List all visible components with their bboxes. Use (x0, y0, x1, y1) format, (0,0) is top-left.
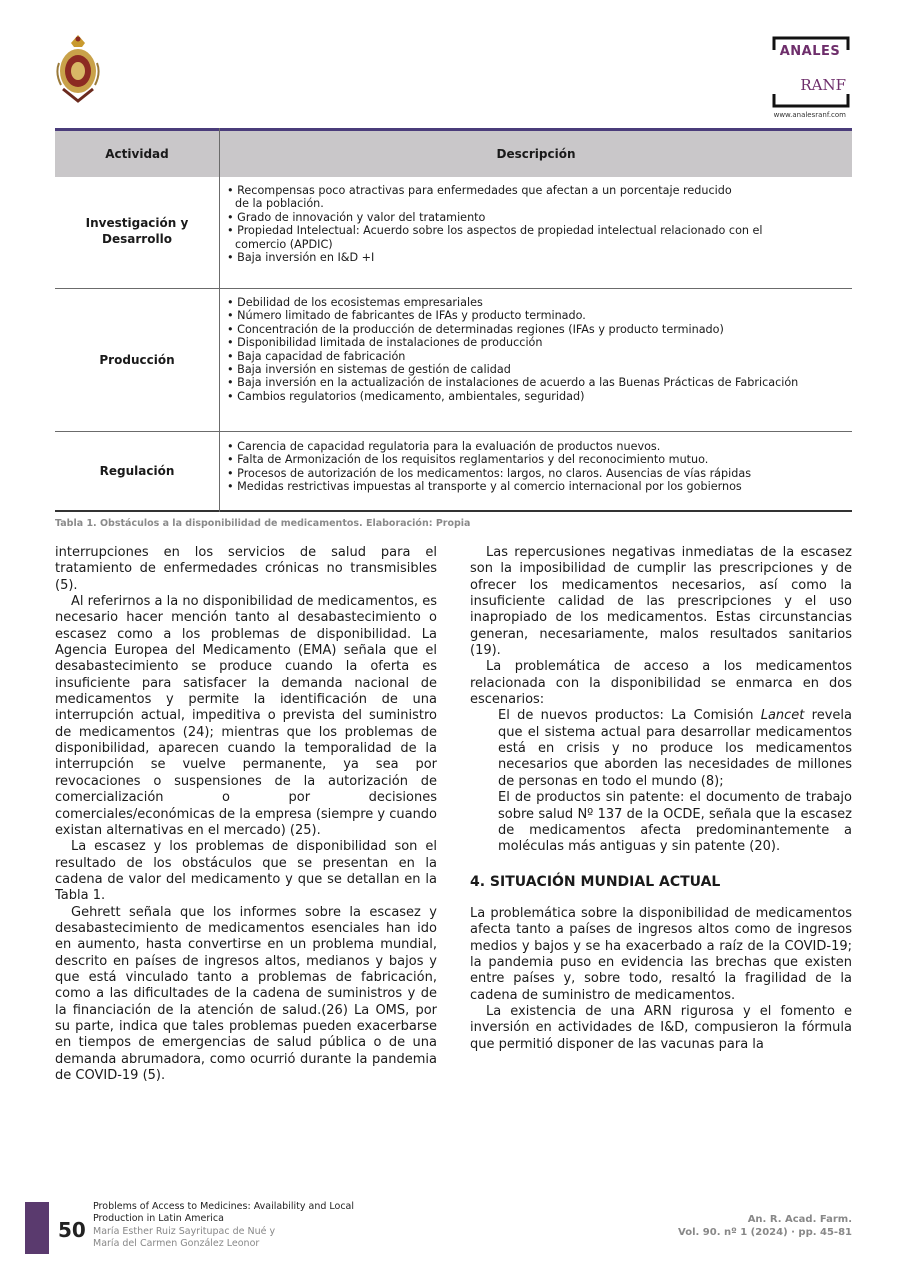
paragraph: Las repercusiones negativas inmediatas de la escasez son la imposibilidad de cumplir las prescripciones y de ofrecer los medicamentos necesarios, así como la insuficiente calidad de las prescripciones y el uso inapropiado de los medicamentos. Estas circunstancias generan, necesariamente, malos resultados sanitarios (19). (470, 545, 852, 659)
footer-authors (93, 1226, 275, 1250)
right-text-column (470, 545, 852, 1053)
journal-name-italic: Lancet (760, 708, 805, 724)
description-item: • Baja inversión en I&D +I (227, 251, 375, 265)
footer-author-line: María Esther Ruiz Sayritupac de Nué y (93, 1226, 276, 1237)
footer-volume: Vol. 90. nº 1 (2024) · pp. 45-81 (678, 1227, 852, 1238)
table-row (55, 432, 852, 512)
description-item: • Disponibilidad limitada de instalaciones de producción (227, 336, 543, 350)
description-item: • Concentración de la producción de determinadas regiones (IFAs y producto terminado) (227, 322, 724, 336)
description-item: • Procesos de autorización de los medicamentos: largos, no claros. Ausencias de vías rápidas (227, 466, 752, 480)
activity-cell (55, 352, 219, 368)
paragraph: Gehrett señala que los informes sobre la escasez y desabastecimiento de medicamentos esenciales han ido en aumento, hasta convertirse en un problema mundial, descrito en países de ingresos altos, medianos y bajos y que está vinculado tanto a problemas de fabricación, como a las dificultades de la cadena de suministros y de la financiación de la atención de salud.(26) La OMS, por su parte, indica que tales problemas pueden exacerbarse en tiempos de emergencias de salud pública o de una demanda abrumadora, como ocurrió durante la pandemia de COVID-19 (5). (55, 904, 437, 1083)
page-number: 50 (58, 1218, 86, 1242)
footer-article-title (93, 1201, 354, 1225)
scenario-new-products (470, 708, 852, 790)
table-row (55, 289, 852, 432)
scenario-text: El de nuevos productos: La Comisión (498, 708, 761, 724)
description-item: • Grado de innovación y valor del tratamiento (227, 210, 486, 224)
footer-author-line: María del Carmen González Leonor (93, 1238, 260, 1249)
footer-title-line: Production in Latin America (93, 1213, 224, 1224)
journal-logo (772, 36, 850, 122)
description-item: • Recompensas poco atractivas para enfermedades que afectan a un porcentaje reducido (227, 184, 732, 197)
academy-crest-icon (55, 33, 101, 105)
description-item: • Propiedad Intelectual: Acuerdo sobre los aspectos de propiedad intelectual relacionado con el (227, 224, 763, 238)
description-item: • Baja inversión en sistemas de gestión de calidad (227, 363, 511, 377)
table-header-row (55, 128, 852, 177)
header-description: Descripción (496, 147, 576, 161)
left-text-column (55, 545, 437, 1084)
description-item: • Número limitado de fabricantes de IFAs y producto terminado. (227, 309, 586, 323)
footer-journal-ref (600, 1213, 852, 1239)
logo-text-ranf: RANF (800, 76, 846, 94)
paragraph: interrupciones en los servicios de salud para el tratamiento de enfermedades crónicas no transmisibles (5). (55, 545, 437, 593)
description-item: • Cambios regulatorios (medicamento, ambientales, seguridad) (227, 389, 585, 403)
description-item: • Debilidad de los ecosistemas empresariales (227, 296, 483, 309)
activity-label: Producción (99, 353, 175, 367)
activity-label: Desarrollo (102, 232, 172, 246)
footer-accent-bar (25, 1202, 49, 1254)
activity-label: Regulación (99, 464, 175, 478)
description-item: • Baja inversión en la actualización de instalaciones de acuerdo a las Buenas Prácticas de Fabricación (227, 376, 799, 390)
footer-journal-name: An. R. Acad. Farm. (747, 1214, 852, 1225)
paragraph: La problemática sobre la disponibilidad de medicamentos afecta tanto a países de ingresos altos como de ingresos medios y bajos y se ha exacerbado a raíz de la COVID-19; la pandemia puso en evidencia las brechas que existen entre países y, sobre todo, resaltó la fragilidad de la cadena de suministro de medicamentos. (470, 905, 852, 1003)
paragraph: Al referirnos a la no disponibilidad de medicamentos, es necesario hacer mención tanto al desabastecimiento o escasez como a los problemas de disponibilidad. La Agencia Europea del Medicamento (EMA) señala que el desabastecimiento se produce cuando la oferta es insuficiente para satisfacer la demanda nacional de medicamentos y permite la identificación de una interrupción actual, impeditiva o prevista del suministro de medicamentos (24); mientras que los problemas de disponibilidad, aparecen cuando la temporalidad de la interrupción se vuelve permanente, ya sea por revocaciones o suspensiones de la autorización de comercialización o por decisiones comerciales/económicas de la empresa (siempre y cuando existan alternativas en el mercado) (25). (55, 594, 438, 838)
description-item: • Falta de Armonización de los requisitos reglamentarios y del reconocimiento mutuo. (227, 453, 709, 467)
description-item: • Medidas restrictivas impuestas al transporte y al comercio internacional por los gobiernos (227, 480, 742, 494)
description-item: • Carencia de capacidad regulatoria para la evaluación de productos nuevos. (227, 440, 661, 453)
scenario-text: revela que el sistema actual para desarrollar medicamentos está en crisis y no produce los medicamentos necesarios que aborden las necesidades de millones de personas en todo el mundo (8); (498, 708, 852, 789)
activity-cell (55, 215, 219, 247)
table-row (55, 177, 852, 289)
logo-text-anales: ANALES (779, 44, 841, 59)
description-cell (227, 296, 847, 403)
journal-url[interactable]: www.analesranf.com (773, 111, 846, 119)
header-activity: Actividad (105, 147, 169, 161)
paragraph: La existencia de una ARN rigurosa y el fomento e inversión en actividades de I&D, compusieron la fórmula que permitió disponer de las vacunas para la (470, 1003, 852, 1052)
description-cell (227, 440, 847, 494)
activity-cell (55, 463, 219, 479)
activity-label: Investigación y (85, 216, 189, 230)
footer-title-line: Problems of Access to Medicines: Availability and Local (93, 1201, 355, 1212)
description-item: de la población. (235, 197, 324, 211)
description-cell (227, 184, 847, 264)
obstacles-table (55, 128, 852, 512)
description-item: • Baja capacidad de fabricación (227, 349, 406, 363)
column-divider (219, 128, 220, 512)
paragraph: La escasez y los problemas de disponibilidad son el resultado de los obstáculos que se presentan en la cadena de valor del medicamento y que se detallan en la Tabla 1. (55, 839, 437, 904)
table-caption: Tabla 1. Obstáculos a la disponibilidad de medicamentos. Elaboración: Propia (55, 518, 471, 529)
scenario-off-patent: El de productos sin patente: el documento de trabajo sobre salud Nº 137 de la OCDE, señala que la escasez de medicamentos afecta predominantemente a moléculas más antiguas y sin patente (20). (498, 790, 852, 855)
section-heading: 4. SITUACIÓN MUNDIAL ACTUAL (470, 873, 721, 890)
description-item: comercio (APDIC) (235, 237, 333, 251)
paragraph: La problemática de acceso a los medicamentos relacionada con la disponibilidad se enmarca en dos escenarios: (470, 659, 852, 708)
